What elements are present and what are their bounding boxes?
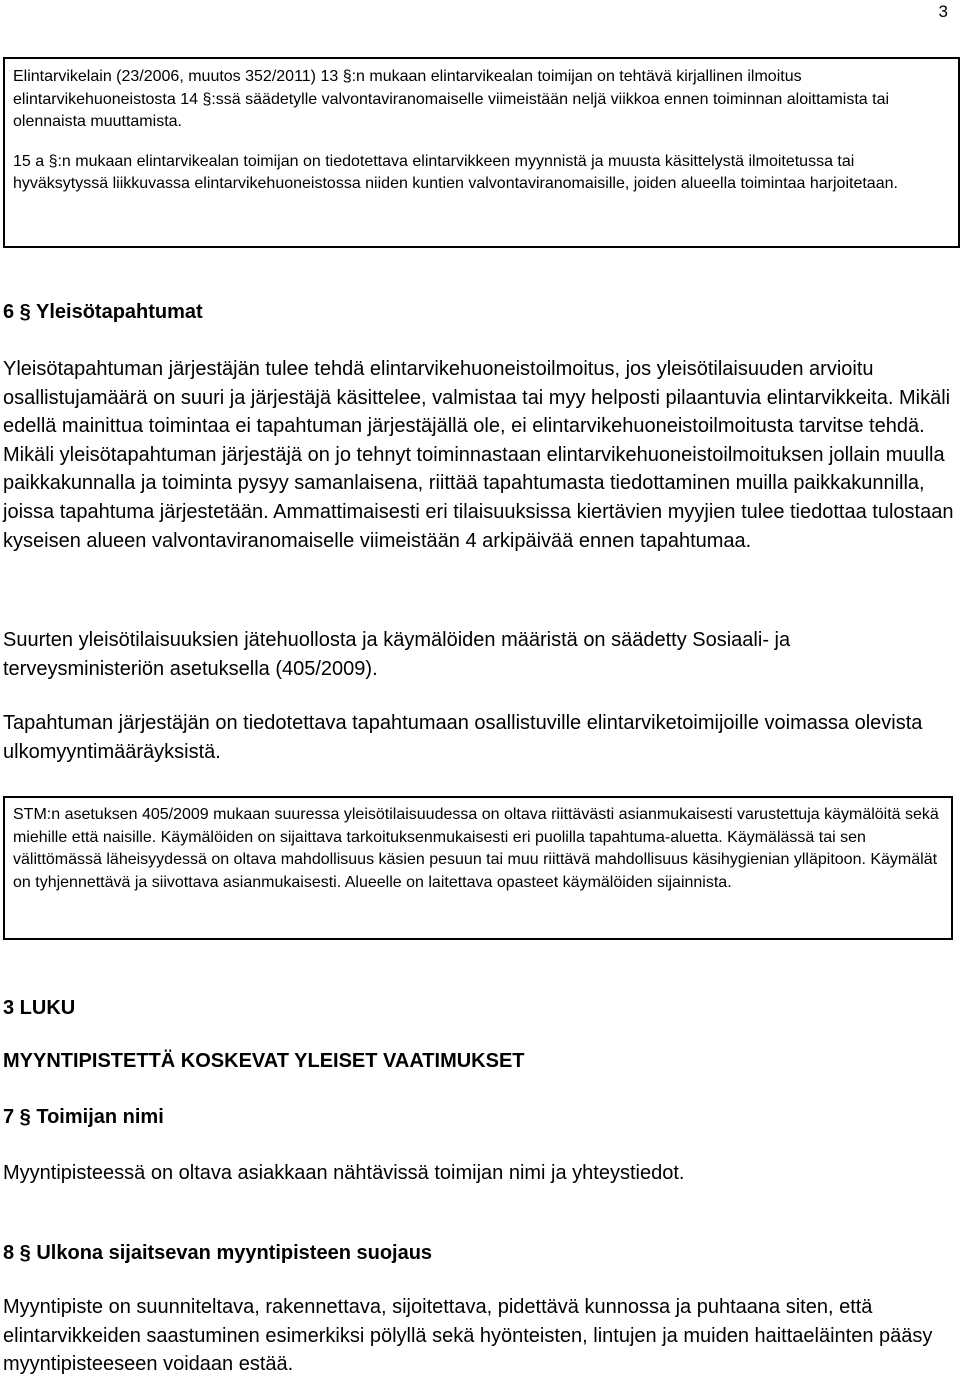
info-box-stm-asetus (3, 796, 953, 940)
info-box-paragraph: 15 a §:n mukaan elintarvikealan toimijan on tiedotettava elintarvikkeen myynnistä ja muusta käsittelystä ilmoitetussa tai hyväksytyssä liikkuvassa elintarvikehuoneistossa niiden kuntien valvontaviranomaisille, joiden alueella toimintaa harjoitetaan. (13, 152, 898, 192)
info-box-elintarvikelaki (3, 57, 960, 248)
section-6-body (3, 355, 954, 555)
body-paragraph: Tapahtuman järjestäjän on tiedotettava tapahtumaan osallistuville elintarviketoimijoille voimassa olevista ulkomyyntimääräyksistä. (3, 712, 923, 763)
section-6-heading: 6 § Yleisötapahtumat (3, 301, 203, 323)
chapter-3-title: MYYNTIPISTETTÄ KOSKEVAT YLEISET VAATIMUKSET (3, 1050, 525, 1072)
section-7-heading: 7 § Toimijan nimi (3, 1106, 164, 1128)
page-number: 3 (938, 2, 948, 21)
body-paragraph: Myyntipiste on suunniteltava, rakennettava, sijoitettava, pidettävä kunnossa ja puhtaana siten, että elintarvikkeiden saastuminen esimerkiksi pölyllä sekä hyönteisten, lintujen ja muiden haittaeläinten pääsy myyntipisteeseen voidaan estää. (3, 1296, 933, 1376)
section-6-body (3, 709, 954, 766)
info-box-paragraph: Elintarvikelain (23/2006, muutos 352/2011) 13 §:n mukaan elintarvikealan toimijan on tehtävä kirjallinen ilmoitus elintarvikehuoneistosta 14 §:ssä säädetylle valvontaviranomaiselle viimeistään neljä viikkoa ennen toiminnan aloittamista tai olennaista muuttamista. (13, 68, 890, 130)
body-paragraph: Myyntipisteessä on oltava asiakkaan nähtävissä toimijan nimi ja yhteystiedot. (3, 1162, 685, 1184)
section-6-body (3, 626, 954, 683)
section-8-heading: 8 § Ulkona sijaitsevan myyntipisteen suojaus (3, 1242, 433, 1264)
body-paragraph: Suurten yleisötilaisuuksien jätehuollosta ja käymälöiden määristä on säädetty Sosiaali- ja terveysministeriön asetuksella (405/2009). (3, 629, 791, 680)
info-box-paragraph: STM:n asetuksen 405/2009 mukaan suuressa yleisötilaisuudessa on oltava riittävästi asianmukaisesti varustettuja käymälöitä sekä miehille että naisille. Käymälöiden on sijaittava tarkoituksenmukaisesti eri puolilla tapahtuma-aluetta. Käymälässä tai sen välittömässä läheisyydessä on oltava mahdollisuus käsien pesuun tai muu riittävä mahdollisuus käsihygienian ylläpitoon. Käymälät on tyhjennettävä ja siivottava asianmukaisesti. Alueelle on laitettava opasteet käymälöiden sijainnista. (13, 806, 939, 891)
chapter-3-label: 3 LUKU (3, 997, 76, 1019)
section-7-body (3, 1159, 954, 1188)
section-8-body (3, 1293, 954, 1379)
body-paragraph: Yleisötapahtuman järjestäjän tulee tehdä elintarvikehuoneistoilmoitus, jos yleisötilaisuuden arvioitu osallistujamäärä on suuri ja järjestäjä käsittelee, valmistaa tai myy helposti pilaantuvia elintarvikkeita. Mikäli edellä mainittua toimintaa ei tapahtuman järjestäjällä ole, ei elintarvikehuoneistoilmoitusta tarvitse tehdä. Mikäli yleisötapahtuman järjestäjä on jo tehnyt toiminnastaan elintarvikehuoneistoilmoituksen jollain muulla paikkakunnalla ja toiminta pysyy samanlaisena, riittää tapahtumasta tiedottaminen muilla paikkakunnilla, joissa tapahtuma järjestetään. Ammattimaisesti eri tilaisuuksissa kiertävien myyjien tulee tiedottaa tulostaan kyseisen alueen valvontaviranomaiselle viimeistään 4 arkipäivää ennen tapahtumaa. (3, 358, 954, 552)
